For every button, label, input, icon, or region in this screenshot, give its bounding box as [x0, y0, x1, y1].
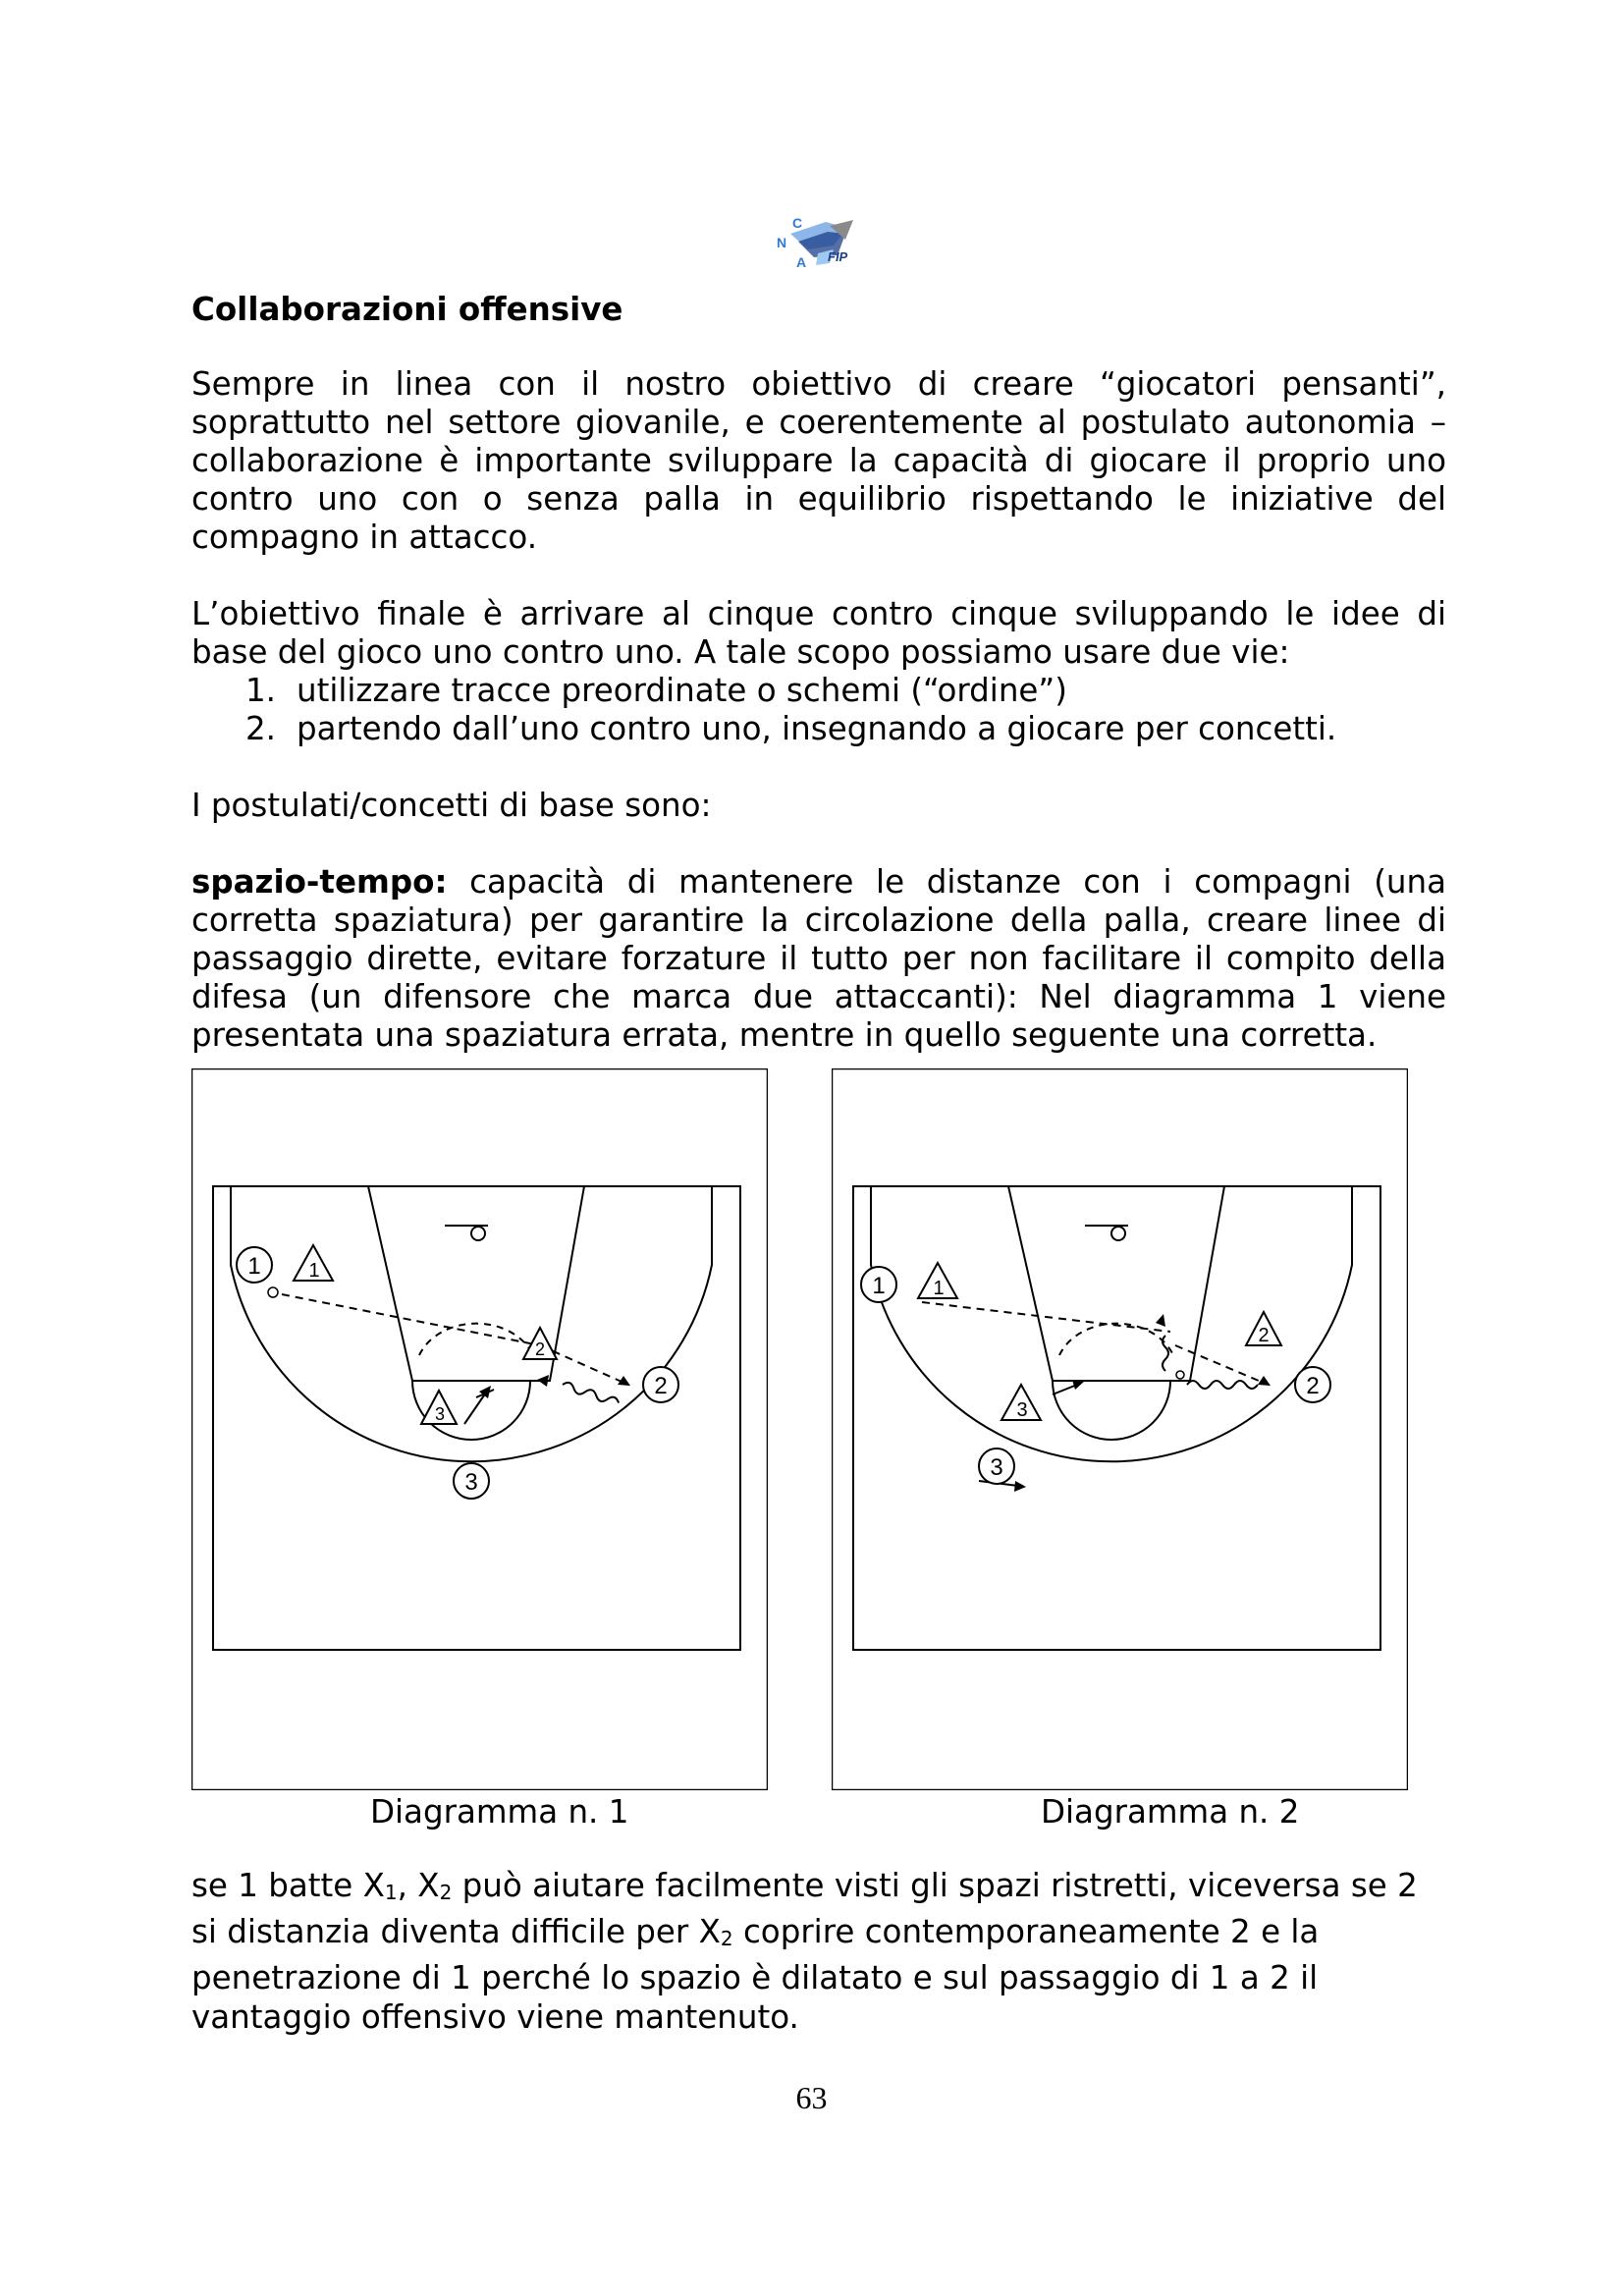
list-item: 2. partendo dall’uno contro uno, insegnando a giocare per concetti.: [245, 710, 1337, 747]
svg-text:1: 1: [247, 1253, 261, 1280]
svg-text:2: 2: [534, 1339, 546, 1359]
diagram-1: [191, 1068, 768, 1790]
diagram-1-caption: Diagramma n. 1: [370, 1793, 629, 1831]
paragraph-goal: L’obiettivo finale è arrivare al cinque contro cinque sviluppando le idee di base del gioco uno contro uno. A tale scopo possiamo usare due vie:: [191, 595, 1446, 671]
svg-text:1: 1: [933, 1278, 945, 1299]
svg-text:3: 3: [1016, 1399, 1028, 1421]
svg-text:3: 3: [990, 1454, 1003, 1481]
attacker-2: [643, 1367, 678, 1402]
page-number: 63: [795, 2080, 828, 2115]
attacker-1: [861, 1267, 896, 1302]
term-space-time: spazio-tempo:: [191, 863, 448, 901]
diagrams-row: [191, 1068, 1458, 1834]
paragraph-intro: Sempre in linea con il nostro obiettivo di creare “giocatori pensanti”, soprattutto nel settore giovanile, e coerentemente al postulato autonomia – collaborazione è importante sviluppare la capacità di giocare il proprio uno contro uno con o senza palla in equilibrio rispettando le iniziative del compagno in attacco.: [191, 365, 1446, 556]
diagram-2: [832, 1068, 1408, 1790]
section-heading: Collaborazioni offensive: [191, 291, 623, 328]
paragraph-space-time: spazio-tempo: capacità di mantenere le distanze con i compagni (una corretta spaziatura) per garantire la circolazione della palla, creare linee di passaggio dirette, evitare forzature il tutto per non facilitare il compito della difesa (un difensore che marca due attaccanti): Nel diagramma 1 viene presentata una spaziatura errata, mentre in quello seguente una corretta.: [191, 863, 1446, 1054]
svg-text:1: 1: [872, 1273, 886, 1299]
svg-text:3: 3: [464, 1469, 478, 1496]
methods-list: [191, 672, 1446, 748]
main-content: [191, 291, 1446, 1055]
attacker-2: [1295, 1367, 1330, 1402]
svg-text:A: A: [796, 254, 807, 270]
attacker-3: [979, 1449, 1014, 1484]
attacker-1: [237, 1247, 272, 1283]
svg-text:2: 2: [654, 1373, 668, 1399]
svg-text:2: 2: [1306, 1373, 1320, 1399]
attacker-3: [454, 1463, 489, 1499]
paragraph-explanation: se 1 batte $X_1$, $X_2$ può aiutare facilmente visti gli spazi ristretti, viceversa se 2 si distanzia diventa difficile per $X_2$ coprire contemporaneamente 2 e la penetrazione di 1 perché lo spazio è dilatato e sul passaggio di 1 a 2 il vantaggio offensivo viene mantenuto.: [191, 1867, 1418, 2036]
cna-fip-logo: [769, 206, 867, 277]
diagram-2-caption: Diagramma n. 2: [1041, 1793, 1300, 1831]
svg-text:3: 3: [434, 1404, 446, 1424]
list-item: 1. utilizzare tracce preordinate o schemi (“ordine”): [245, 672, 1067, 709]
svg-text:FIP: FIP: [828, 249, 848, 264]
paragraph-postulates: I postulati/concetti di base sono:: [191, 787, 712, 824]
svg-text:2: 2: [1258, 1325, 1270, 1346]
svg-text:1: 1: [308, 1260, 320, 1282]
svg-text:N: N: [777, 235, 787, 250]
svg-text:C: C: [792, 215, 803, 231]
